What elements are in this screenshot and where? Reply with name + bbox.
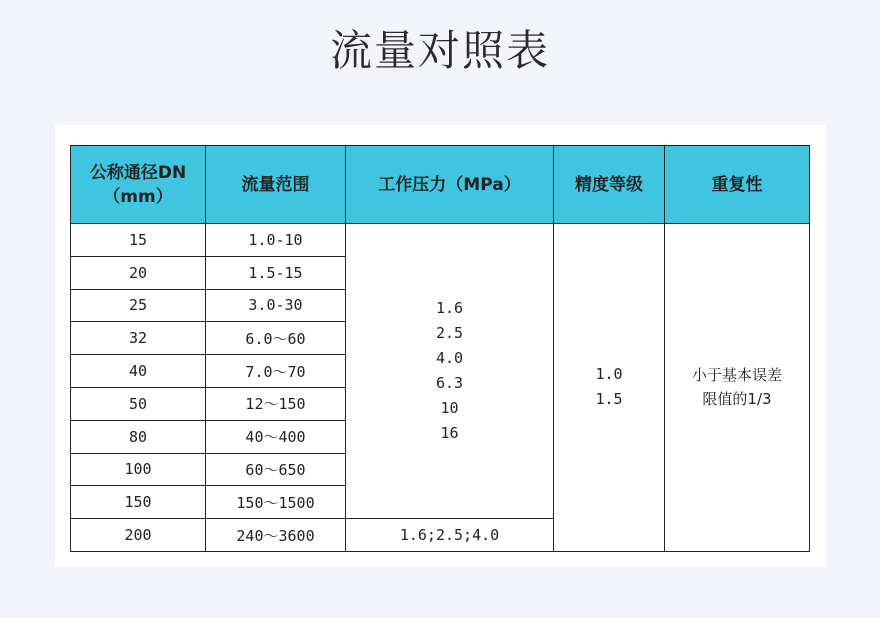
header-accuracy: 精度等级 [554,146,665,224]
accuracy-cell [554,224,665,552]
flow-cell: 3.0-30 [206,289,346,322]
dn-cell: 50 [71,387,206,420]
flow-cell: 1.5-15 [206,256,346,289]
dn-cell: 100 [71,453,206,486]
dn-cell: 200 [71,519,206,552]
accuracy-value: 1.5 [595,390,623,409]
pressure-value: 2.5 [435,324,464,343]
dn-cell: 40 [71,355,206,388]
dn-cell: 15 [71,224,206,257]
pressure-value: 1.6 [435,299,464,318]
table-row [71,224,810,257]
header-repeatability: 重复性 [665,146,810,224]
accuracy-value: 1.0 [595,365,623,384]
pressure-value: 10 [440,399,459,418]
table-card [55,125,826,567]
header-dn-line1: 公称通径DN [89,162,187,183]
pressure-value: 16 [440,424,459,443]
flow-table [70,145,810,552]
dn-cell: 32 [71,322,206,355]
flow-cell: 60～650 [206,453,346,486]
pressure-value: 6.3 [435,374,464,393]
dn-cell: 150 [71,486,206,519]
dn-cell: 25 [71,289,206,322]
page-title: 流量对照表 [329,26,550,75]
flow-cell: 240～3600 [206,519,346,552]
header-dn-line2: （mm） [103,186,173,207]
repeatability-line1: 小于基本误差 [691,366,782,385]
flow-cell: 6.0～60 [206,322,346,355]
dn-cell: 80 [71,420,206,453]
flow-cell: 12～150 [206,387,346,420]
header-pressure: 工作压力（MPa） [346,146,554,224]
flow-cell: 1.0-10 [206,224,346,257]
flow-cell: 7.0～70 [206,355,346,388]
flow-cell: 40～400 [206,420,346,453]
table-header-row [71,146,810,224]
repeatability-line2: 限值的1/3 [702,390,772,409]
pressure-cell-last: 1.6;2.5;4.0 [346,519,554,552]
dn-cell: 20 [71,256,206,289]
header-flow-range: 流量范围 [206,146,346,224]
flow-cell: 150～1500 [206,486,346,519]
repeatability-cell [665,224,810,552]
header-dn [71,146,206,224]
pressure-value: 4.0 [435,349,464,368]
pressure-cell [346,224,554,519]
